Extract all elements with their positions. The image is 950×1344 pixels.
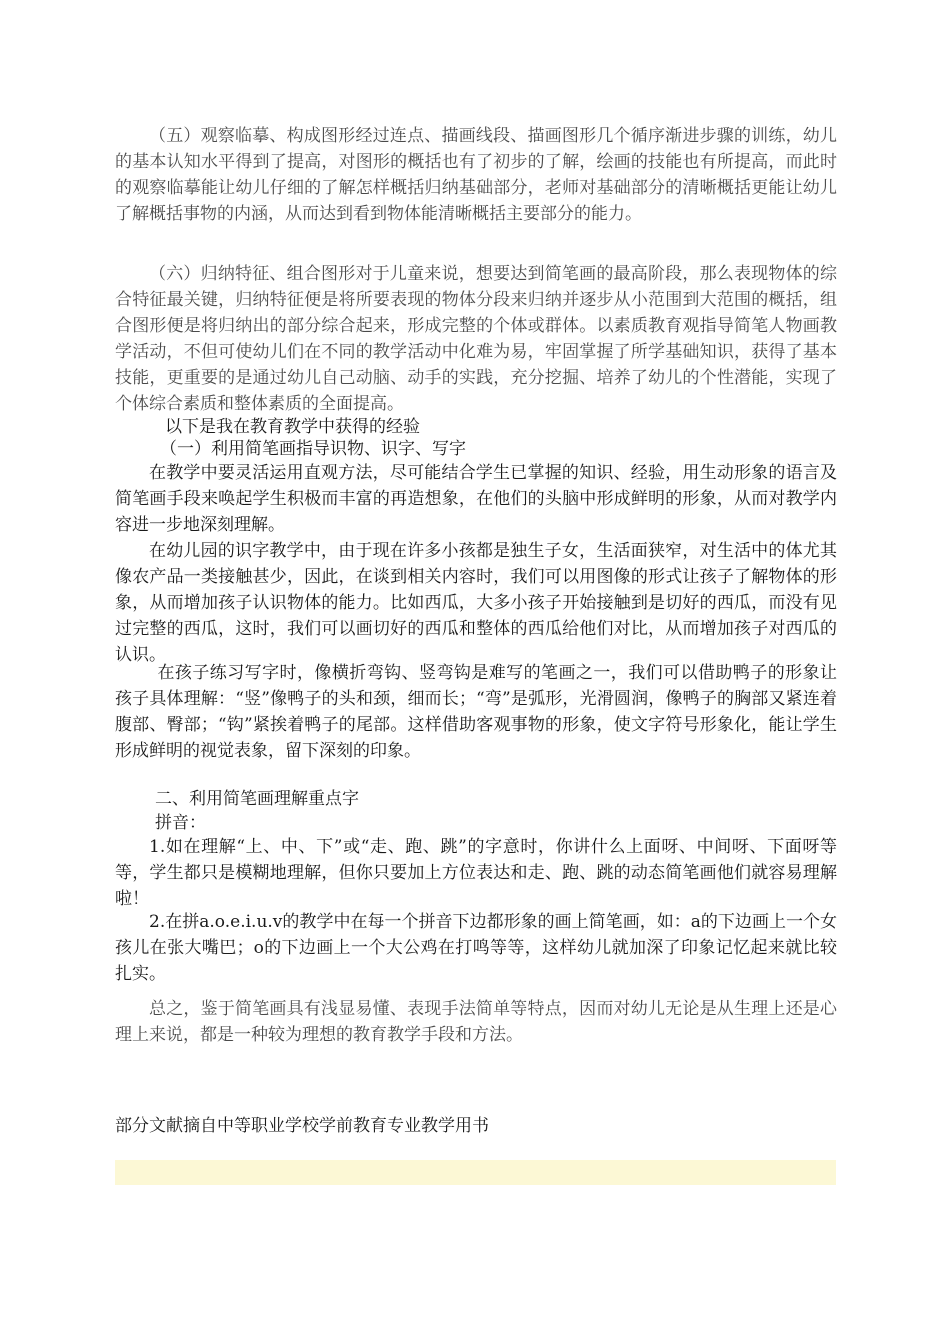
section2-title: 二、利用简笔画理解重点字 bbox=[155, 789, 359, 809]
section1-title: （一）利用简笔画指导识物、识字、写字 bbox=[160, 439, 466, 459]
list-item-1: 1.如在理解“上、中、下”或“走、跑、跳”的字意时，你讲什么上面呀、中间呀、下面呀等等，学生都只是模糊地理解，但你只要加上方位表达和走、跑、跳的动态简笔画他们就容易理解啦！ bbox=[115, 837, 837, 909]
list-item-2: 2.在拼a.o.e.i.u.v的教学中在每一个拼音下边都形象的画上简笔画，如：a的下边画上一个女孩儿在张大嘴巴；o的下边画上一个大公鸡在打鸣等等，这样幼儿就加深了印象记忆起来就比较扎实。 bbox=[115, 912, 837, 984]
paragraph-observation-copy: （五）观察临摹、构成图形经过连点、描画线段、描画图形几个循序渐进步骤的训练，幼儿的基本认知水平得到了提高，对图形的概括也有了初步的了解，绘画的技能也有所提高，而此时的观察临摹能让幼儿仔细的了解怎样概括归纳基础部分，老师对基础部分的清晰概括更能让幼儿了解概括事物的内涵，从而达到看到物体能清晰概括主要部分的能力。 bbox=[115, 126, 837, 224]
conclusion-paragraph: 总之，鉴于简笔画具有浅显易懂、表现手法简单等特点，因而对幼儿无论是从生理上还是心理上来说，都是一种较为理想的教育教学手段和方法。 bbox=[115, 999, 837, 1045]
pinyin-label: 拼音： bbox=[155, 813, 206, 833]
section1-paragraph-handwriting: 在孩子练习写字时，像横折弯钩、竖弯钩是难写的笔画之一，我们可以借助鸭子的形象让孩子具体理解：“竖”像鸭子的头和颈，细而长；“弯”是弧形，光滑圆润，像鸭子的胸部又紧连着腹部、臀部；“钩”紧挨着鸭子的尾部。这样借助客观事物的形象，使文字符号形象化，能让学生形成鲜明的视觉表象，留下深刻的印象。 bbox=[115, 663, 837, 761]
paragraph-summarize-features: （六）归纳特征、组合图形对于儿童来说，想要达到简笔画的最高阶段，那么表现物体的综合特征最关键，归纳特征便是将所要表现的物体分段来归纳并逐步从小范围到大范围的概括，组合图形便是将归纳出的部分综合起来，形成完整的个体或群体。以素质教育观指导简笔人物画教学活动，不但可使幼儿们在不同的教学活动中化难为易，牢固掌握了所学基础知识，获得了基本技能，更重要的是通过幼儿自己动脑、动手的实践，充分挖掘、培养了幼儿的个性潜能，实现了个体综合素质和整体素质的全面提高。 bbox=[115, 264, 837, 414]
source-note: 部分文献摘自中等职业学校学前教育专业教学用书 bbox=[115, 1116, 489, 1136]
experience-intro: 以下是我在教育教学中获得的经验 bbox=[165, 417, 420, 437]
section1-paragraph-intuitive: 在教学中要灵活运用直观方法，尽可能结合学生已掌握的知识、经验，用生动形象的语言及简笔画手段来唤起学生积极而丰富的再造想象，在他们的头脑中形成鲜明的形象，从而对教学内容进一步地深刻理解。 bbox=[115, 463, 837, 535]
section1-paragraph-watermelon: 在幼儿园的识字教学中，由于现在许多小孩都是独生子女，生活面狭窄，对生活中的体尤其像农产品一类接触甚少，因此，在谈到相关内容时，我们可以用图像的形式让孩子了解物体的形象，从而增加孩子认识物体的能力。比如西瓜，大多小孩子开始接触到是切好的西瓜，而没有见过完整的西瓜，这时，我们可以画切好的西瓜和整体的西瓜给他们对比，从而增加孩子对西瓜的认识。 bbox=[115, 541, 837, 665]
highlight-bar bbox=[115, 1160, 836, 1185]
